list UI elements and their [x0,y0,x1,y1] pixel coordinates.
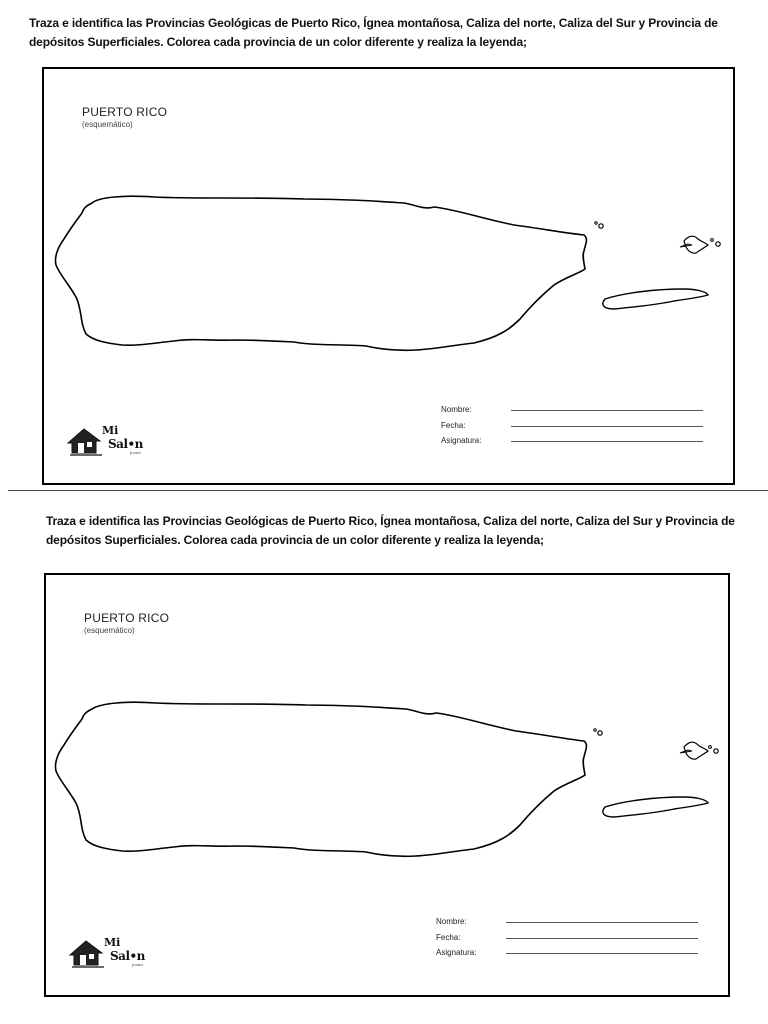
islet-outline [714,749,718,753]
culebra-island-outline [684,742,708,759]
islet-outline [709,746,712,749]
map-subtitle: (esquemático) [82,120,133,129]
islet-outline [594,729,596,731]
instructions-text-top: Traza e identifica las Provincias Geológicas de Puerto Rico, Ígnea montañosa, Caliza del norte, Caliza del Sur y Provincia de depósitos Superficiales. Colorea cada provincia de un color diferente y realiza la leyenda; [29,16,718,49]
map-title: PUERTO RICO [82,105,168,119]
islet-outline [711,239,714,242]
map-subtitle: (esquemático) [84,626,135,635]
islet-outline [599,224,603,228]
subject-field-row [441,430,703,446]
vieques-island-outline [603,797,708,817]
house-icon [66,425,106,459]
name-field-line[interactable] [506,921,698,923]
name-field-label: Nombre: [441,405,472,414]
name-field-label: Nombre: [436,917,467,926]
subject-field-line[interactable] [511,440,703,442]
islet-outline [598,731,602,735]
mi-salon-logo [66,425,146,461]
logo-word-salon: Sal•n [110,949,145,963]
instructions-text-bottom: Traza e identifica las Provincias Geológicas de Puerto Rico, Ígnea montañosa, Caliza del norte, Caliza del Sur y Provincia de depósitos Superficiales. Colorea cada provincia de un color diferente y realiza la leyenda; [46,514,735,547]
name-field-row [441,399,703,415]
page-divider [8,490,768,491]
subject-field-label: Asignatura: [441,436,482,445]
date-field-label: Fecha: [436,932,461,942]
map-worksheet-bottom [44,573,730,997]
main-island-outline [55,702,586,856]
name-field-line[interactable] [511,409,703,411]
date-field-row [436,926,698,942]
logo-small-text: jr.com [132,962,143,967]
map-worksheet-top [42,67,735,485]
logo-word-mi: Mi [102,424,119,437]
date-field-label: Fecha: [441,420,466,430]
logo-word-salon: Sal•n [108,437,143,451]
map-title: PUERTO RICO [84,611,170,625]
student-info-form [441,399,703,446]
student-info-form [436,911,698,958]
house-icon [68,937,108,971]
subject-field-line[interactable] [506,952,698,954]
islet-outline [716,242,720,246]
date-field-line[interactable] [506,937,698,939]
subject-field-label: Asignatura: [436,948,477,957]
vieques-island-outline [603,289,708,309]
date-field-row [441,414,703,430]
mi-salon-logo [68,937,148,973]
islet-outline [595,222,597,224]
name-field-row [436,911,698,927]
logo-word-mi: Mi [104,936,121,949]
culebra-island-outline [684,236,708,253]
main-island-outline [55,196,586,350]
logo-small-text: jr.com [130,450,141,455]
subject-field-row [436,942,698,958]
date-field-line[interactable] [511,425,703,427]
